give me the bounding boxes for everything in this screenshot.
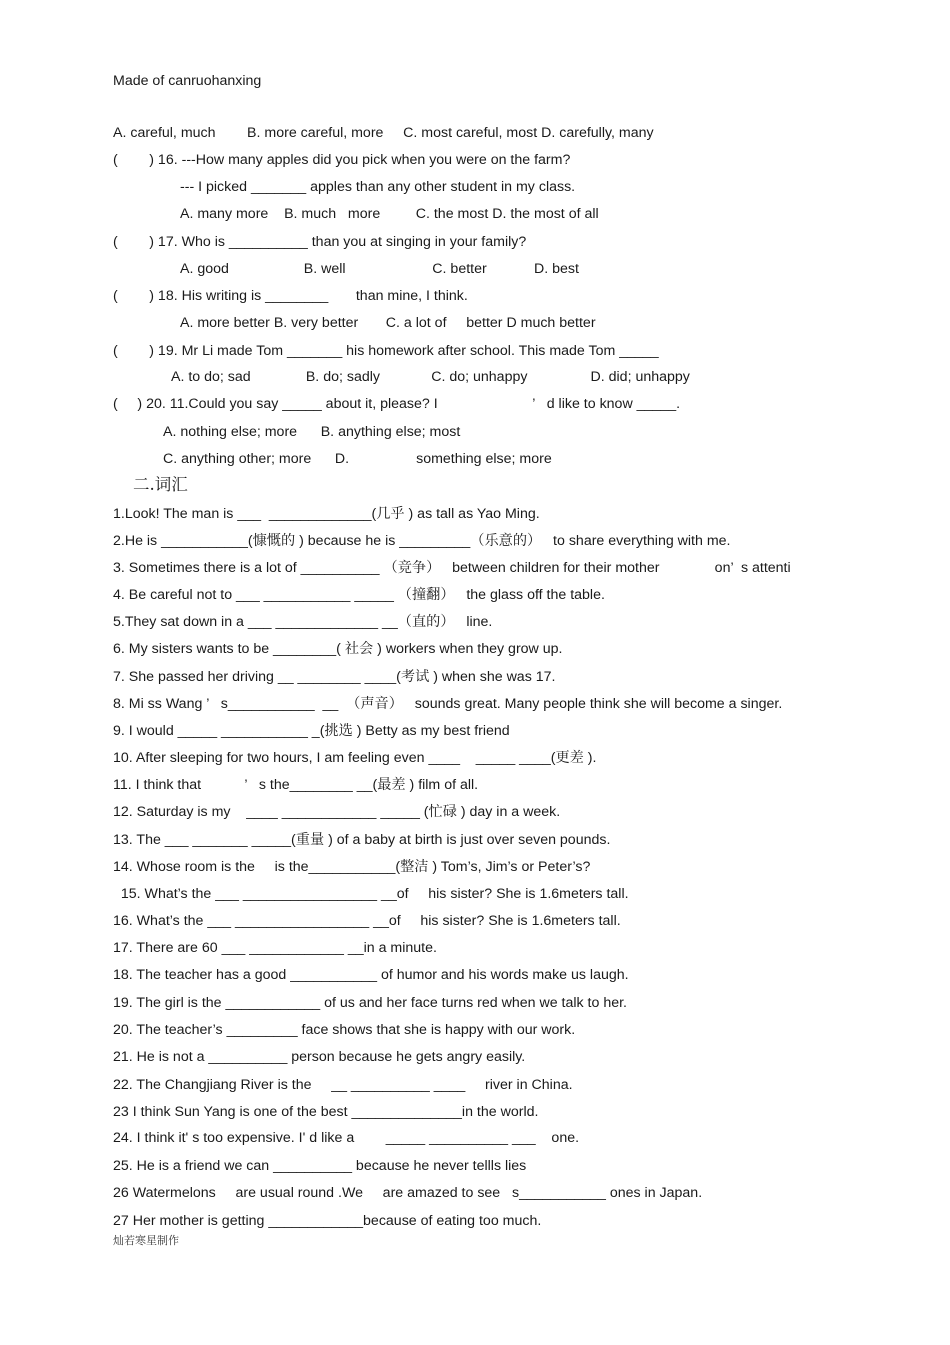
q19-stem: ( ) 19. Mr Li made Tom _______ his homework after school. This made Tom _____ <box>113 343 659 359</box>
vocab-item: 19. The girl is the ____________ of us and her face turns red when we talk to her. <box>113 995 627 1011</box>
vocab-item: 11. I think that ’ s the________ __(最差 ) film of all. <box>113 777 479 793</box>
vocab-item: 5.They sat down in a ___ _____________ __（直的） line. <box>113 614 493 630</box>
q17-stem: ( ) 17. Who is __________ than you at singing in your family? <box>113 234 527 250</box>
page-footer: 灿若寒星制作 <box>113 1235 179 1247</box>
q20-options-1: A. nothing else; more B. anything else; most <box>163 424 461 440</box>
page-header: Made of canruohanxing <box>113 73 262 89</box>
vocab-item: 1.Look! The man is ___ _____________(几乎 ) as tall as Yao Ming. <box>113 506 540 522</box>
q18-options: A. more better B. very better C. a lot of better D much better <box>180 315 596 331</box>
q20-options-2: C. anything other; more D. something else; more <box>163 451 552 467</box>
vocab-item: 7. She passed her driving __ ________ ____(考试 ) when she was 17. <box>113 669 556 685</box>
vocab-section-title: 二.词汇 <box>133 475 188 494</box>
vocab-item: 17. There are 60 ___ ____________ __in a minute. <box>113 940 437 956</box>
q16-line2: --- I picked _______ apples than any other student in my class. <box>180 179 576 195</box>
vocab-item: 10. After sleeping for two hours, I am feeling even ____ _____ ____(更差 ). <box>113 750 597 766</box>
vocab-item: 3. Sometimes there is a lot of __________ （竞争） between children for their mother on’ s attenti <box>113 560 791 576</box>
q16-stem: ( ) 16. ---How many apples did you pick when you were on the farm? <box>113 152 571 168</box>
q17-options: A. good B. well C. better D. best <box>180 261 579 277</box>
vocab-item: 12. Saturday is my ____ ____________ _____ (忙碌 ) day in a week. <box>113 804 561 820</box>
vocab-item: 18. The teacher has a good ___________ of humor and his words make us laugh. <box>113 967 629 983</box>
vocab-item: 27 Her mother is getting ____________because of eating too much. <box>113 1213 542 1229</box>
vocab-item: 13. The ___ _______ _____(重量 ) of a baby at birth is just over seven pounds. <box>113 832 611 848</box>
vocab-item: 22. The Changjiang River is the __ __________ ____ river in China. <box>113 1077 573 1093</box>
vocab-item: 9. I would _____ ___________ _(挑选 ) Betty as my best friend <box>113 723 510 739</box>
vocab-item: 8. Mi ss Wang ’ s___________ __ （声音） sounds great. Many people think she will become a singer. <box>113 696 783 712</box>
q15-options: A. careful, much B. more careful, more C. most careful, most D. carefully, many <box>113 125 654 141</box>
vocab-item: 4. Be careful not to ___ ___________ _____ （撞翻） the glass off the table. <box>113 587 605 603</box>
vocab-item: 15. What’s the ___ _________________ __of his sister? She is 1.6meters tall. <box>113 886 629 902</box>
vocab-item: 16. What’s the ___ _________________ __of his sister? She is 1.6meters tall. <box>113 913 621 929</box>
q16-options: A. many more B. much more C. the most D. the most of all <box>180 206 599 222</box>
q18-stem: ( ) 18. His writing is ________ than mine, I think. <box>113 288 468 304</box>
vocab-item: 26 Watermelons are usual round .We are amazed to see s___________ ones in Japan. <box>113 1185 703 1201</box>
q20-stem: ( ) 20. 11.Could you say _____ about it, please? I ’ d like to know _____. <box>113 396 681 412</box>
vocab-item: 23 I think Sun Yang is one of the best ______________in the world. <box>113 1104 539 1120</box>
vocab-item: 20. The teacher’s _________ face shows that she is happy with our work. <box>113 1022 576 1038</box>
vocab-item: 14. Whose room is the is the___________(整洁 ) Tom’s, Jim’s or Peter’s? <box>113 859 591 875</box>
vocab-item: 2.He is ___________(慷慨的 ) because he is _________（乐意的） to share everything with me. <box>113 533 731 549</box>
vocab-item: 21. He is not a __________ person because he gets angry easily. <box>113 1049 526 1065</box>
q19-options: A. to do; sad B. do; sadly C. do; unhappy D. did; unhappy <box>171 369 690 385</box>
vocab-item: 25. He is a friend we can __________ because he never tellls lies <box>113 1158 527 1174</box>
vocab-item: 6. My sisters wants to be ________( 社会 ) workers when they grow up. <box>113 641 563 657</box>
vocab-item: 24. I think it' s too expensive. I' d like a _____ __________ ___ one. <box>113 1130 580 1146</box>
